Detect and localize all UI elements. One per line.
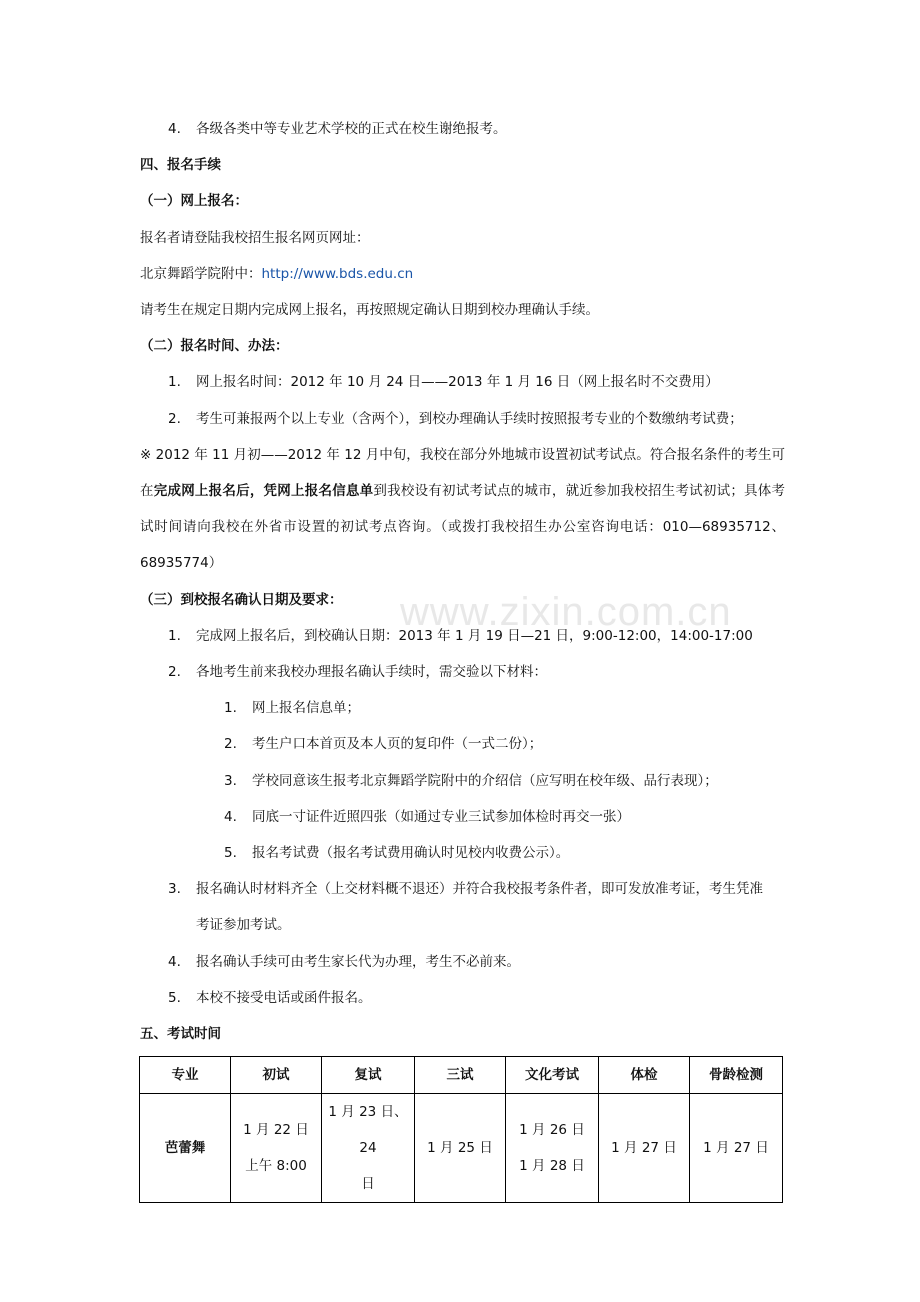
header-cell: 骨龄检测	[690, 1057, 783, 1094]
sublist-item	[140, 799, 785, 835]
cell-line: 1 月 26 日	[519, 1122, 585, 1139]
sublist-item	[140, 690, 785, 726]
list-text: 本校不接受电话或函件报名。	[196, 989, 372, 1006]
paragraph	[140, 256, 785, 292]
sublist-item	[140, 726, 785, 762]
note-text: 到我校设有初试考试点的城市，就近参加我校招生考试初试；具体考试时间请向我校在外省市设置的初试考点咨询。（或拨打我校招生办公室咨询电话：010—68935712、68935774）	[140, 483, 786, 572]
header-cell: 文化考试	[506, 1057, 599, 1094]
list-item	[140, 401, 785, 437]
list-text: 学校同意该生报考北京舞蹈学院附中的介绍信（应写明在校年级、品行表现）；	[252, 772, 718, 789]
subsection-heading: （三）到校报名确认日期及要求：	[140, 591, 343, 608]
cell: 1 月 25 日	[415, 1094, 506, 1203]
list-number: 5.	[224, 845, 237, 862]
list-item	[140, 364, 785, 400]
list-number: 5.	[168, 989, 181, 1006]
paragraph: 报名者请登陆我校招生报名网页网址：	[140, 229, 370, 246]
table-header-row	[140, 1057, 783, 1094]
subsection-heading: （一）网上报名：	[140, 193, 248, 210]
document-body	[140, 111, 785, 1203]
list-text: 报名确认时材料齐全（上交材料概不退还）并符合我校报考条件者，即可发放准考证，考生凭准	[196, 881, 763, 898]
list-number: 3.	[224, 772, 237, 789]
list-item	[140, 618, 785, 654]
note-paragraph	[140, 437, 785, 582]
list-item	[140, 980, 785, 1016]
list-number: 4.	[168, 121, 181, 137]
cell	[231, 1094, 322, 1203]
cell: 1 月 27 日	[599, 1094, 690, 1203]
cell-line: 日	[361, 1176, 375, 1193]
note-bold-text: 完成网上报名后，凭网上报名信息单	[153, 483, 374, 500]
list-item	[140, 871, 785, 907]
cell-line: 上午 8:00	[245, 1158, 307, 1175]
major-cell: 芭蕾舞	[140, 1094, 231, 1203]
list-text: 各级各类中等专业艺术学校的正式在校生谢绝报考。	[196, 121, 507, 137]
cell-line: 1 月 28 日	[519, 1158, 585, 1175]
header-cell: 复试	[322, 1057, 415, 1094]
list-text: 考生可兼报两个以上专业（含两个），到校办理确认手续时按照报考专业的个数缴纳考试费；	[196, 410, 743, 427]
subsection-heading: （二）报名时间、办法：	[140, 338, 289, 355]
url-label: 北京舞蹈学院附中：	[140, 265, 262, 282]
list-item	[140, 944, 785, 980]
list-text: 同底一寸证件近照四张（如通过专业三试参加体检时再交一张）	[252, 808, 630, 825]
list-text: 网上报名信息单；	[252, 700, 360, 717]
list-number: 3.	[168, 881, 181, 898]
list-text: 网上报名时间：2012 年 10 月 24 日——2013 年 1 月 16 日（网上报名时不交费用）	[196, 374, 719, 391]
list-item	[140, 654, 785, 690]
section-heading: 五、考试时间	[140, 1026, 221, 1043]
header-cell: 体检	[599, 1057, 690, 1094]
list-number: 2.	[168, 664, 181, 681]
header-cell: 专业	[140, 1057, 231, 1094]
school-website-link[interactable]: http://www.bds.edu.cn	[261, 265, 414, 282]
header-cell: 三试	[415, 1057, 506, 1094]
cell-line: 1 月 23 日、24	[328, 1104, 408, 1157]
header-cell: 初试	[231, 1057, 322, 1094]
table-row	[140, 1094, 783, 1203]
list-text: 完成网上报名后，到校确认日期：2013 年 1 月 19 日—21 日，9:00-12:00，14:00-17:00	[196, 627, 753, 644]
list-text: 考生户口本首页及本人页的复印件（一式二份）；	[252, 736, 543, 753]
list-number: 2.	[168, 410, 181, 427]
sublist-item	[140, 835, 785, 871]
exam-schedule-table	[139, 1056, 783, 1203]
list-text: 报名考试费（报名考试费用确认时见校内收费公示）。	[252, 845, 570, 862]
list-number: 1.	[168, 374, 181, 391]
list-item-continuation: 考证参加考试。	[196, 917, 291, 934]
note-text: ※ 2012 年 11 月初——2012 年 12 月中旬，我校在部分外地城市设置初试考试点。符合报名条件的考生可在	[140, 446, 785, 500]
cell	[322, 1094, 415, 1203]
list-number: 1.	[224, 700, 237, 717]
list-text: 报名确认手续可由考生家长代为办理，考生不必前来。	[196, 953, 520, 970]
list-text: 各地考生前来我校办理报名确认手续时，需交验以下材料：	[196, 664, 547, 681]
list-number: 4.	[168, 953, 181, 970]
list-number: 4.	[224, 808, 237, 825]
sublist-item	[140, 763, 785, 799]
paragraph: 请考生在规定日期内完成网上报名，再按照规定确认日期到校办理确认手续。	[140, 302, 599, 319]
list-number: 2.	[224, 736, 237, 753]
cell	[506, 1094, 599, 1203]
cell: 1 月 27 日	[690, 1094, 783, 1203]
list-item	[140, 111, 785, 147]
watermark: www.zixin.com.cn	[400, 590, 732, 634]
list-number: 1.	[168, 627, 181, 644]
cell-line: 1 月 22 日	[243, 1122, 309, 1139]
section-heading: 四、报名手续	[140, 157, 221, 174]
